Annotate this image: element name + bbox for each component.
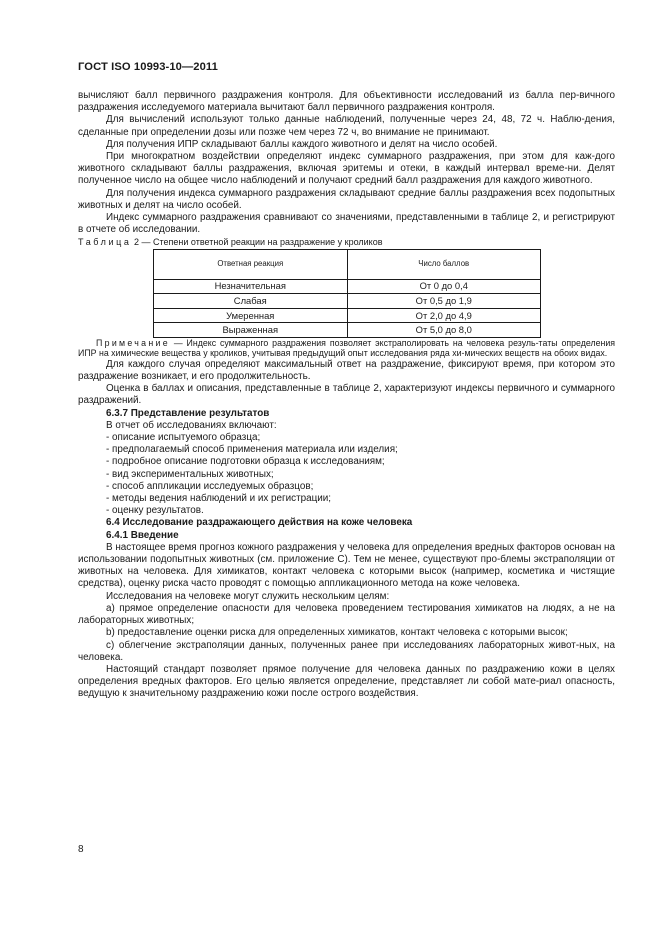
table-row — [154, 308, 541, 323]
reaction-table — [153, 249, 541, 338]
table-cell: Выраженная — [154, 323, 348, 338]
table-cell: Умеренная — [154, 308, 348, 323]
paragraph: Индекс суммарного раздражения сравнивают со значениями, представленными в таблице 2, и регистрируют в отчете об исследовании. — [78, 212, 615, 236]
paragraph: Для получения индекса суммарного раздражения складывают средние баллы раздражения всех подопытных животных и делят на число особей. — [78, 187, 615, 211]
note-text: — Индекс суммарного раздражения позволяет экстраполировать на человека резуль-таты определения ИПР на химические вещества у кроликов, учитывая предыдущий опыт исследования ряда хи-мических веществ на обоих видах. — [78, 338, 615, 359]
paragraph: Настоящий стандарт позволяет прямое получение для человека данных по раздражению кожи в целях определения вредных факторов. Его целью является определение, представляет ли собой мате-риал опасность, ведущую к значительному раздражению кожи после острого воздействия. — [78, 663, 615, 700]
note-label: Примечание — [96, 338, 170, 349]
table-cell: Слабая — [154, 294, 348, 309]
document-header: ГОСТ ISO 10993-10—2011 — [78, 61, 218, 73]
paragraph: В настоящее время прогноз кожного раздражения у человека для определения вредных факторов основан на использовании подопытных животных (см. приложение С). Тем не менее, существуют про-блемы экстраполяции от животных на человека. Для химикатов, контакт человека с которыми высок (например, косметика и чистящие средства), оценку риска часто проводят с помощью аппликационного метода на коже человека. — [78, 541, 615, 590]
table-header-cell: Ответная реакция — [154, 249, 348, 279]
list-item: - описание испытуемого образца; — [106, 432, 261, 444]
list-item: - способ аппликации исследуемых образцов; — [106, 480, 314, 492]
list-item: b) предоставление оценки риска для определенных химикатов, контакт человека с которыми высок; — [106, 627, 568, 639]
list-item: c) облегчение экстраполяции данных, полученных ранее при исследованиях лабораторных живот-ных, на человека. — [78, 639, 615, 663]
table-caption-text: 2 — Степени ответной реакции на раздражение у кроликов — [134, 237, 383, 248]
section-heading: 6.3.7 Представление результатов — [106, 407, 270, 419]
paragraph: При многократном воздействии определяют индекс суммарного раздражения, при этом для каж-дого животного складывают баллы раздражения, включая эритемы и отеки, в каждый интервал време-ни. Делят полученное число на общее число наблюдений и получают средний балл раздражения для каждого животного. — [78, 151, 615, 187]
list-item: - методы ведения наблюдений и их регистрации; — [106, 493, 332, 505]
page-number: 8 — [78, 844, 84, 855]
table-cell: От 0 до 0,4 — [347, 279, 541, 294]
table-cell: От 5,0 до 8,0 — [347, 323, 541, 338]
paragraph: В отчет об исследованиях включают: — [106, 419, 277, 431]
table-cell: От 0,5 до 1,9 — [347, 294, 541, 309]
table-cell: Незначительная — [154, 279, 348, 294]
list-item: - предполагаемый способ применения материала или изделия; — [106, 444, 398, 456]
section-heading: 6.4 Исследование раздражающего действия на коже человека — [106, 517, 413, 529]
list-item: а) прямое определение опасности для человека проведением тестирования химикатов на людях, а не на лабораторных животных; — [78, 602, 615, 627]
list-item: - оценку результатов. — [106, 505, 204, 517]
table-row — [154, 294, 541, 309]
paragraph: Для каждого случая определяют максимальный ответ на раздражение, фиксируют время, при котором это раздражение возникает, и его продолжительность. — [78, 358, 615, 383]
paragraph: Оценка в баллах и описания, представленные в таблице 2, характеризуют индексы первичного и суммарного раздражений. — [78, 383, 615, 407]
paragraph: вычисляют балл первичного раздражения контроля. Для объективности исследований из балла пер-вичного раздражения исследуемого материала вычитают балл первичного раздражения контроля. — [78, 90, 615, 114]
table-header-cell: Число баллов — [347, 249, 541, 279]
table-row — [154, 323, 541, 338]
table-caption — [78, 236, 615, 248]
paragraph: Для получения ИПР складывают баллы каждого животного и делят на число особей. — [106, 138, 498, 150]
table-cell: От 2,0 до 4,9 — [347, 308, 541, 323]
table-note — [78, 338, 615, 359]
document-body — [78, 90, 615, 701]
paragraph: Исследования на человеке могут служить нескольким целям: — [106, 590, 390, 602]
table-header-row — [154, 249, 541, 279]
paragraph: Для вычислений используют только данные наблюдений, полученные через 24, 48, 72 ч. Наблю-дения, сделанные при определении дозы или позже чем через 72 ч, во внимание не принимают. — [78, 114, 615, 138]
list-item: - подробное описание подготовки образца к исследованиям; — [106, 456, 385, 468]
table-row — [154, 279, 541, 294]
table-caption-label: Таблица — [78, 237, 132, 248]
subsection-heading: 6.4.1 Введение — [106, 529, 179, 541]
list-item: - вид экспериментальных животных; — [106, 468, 274, 480]
